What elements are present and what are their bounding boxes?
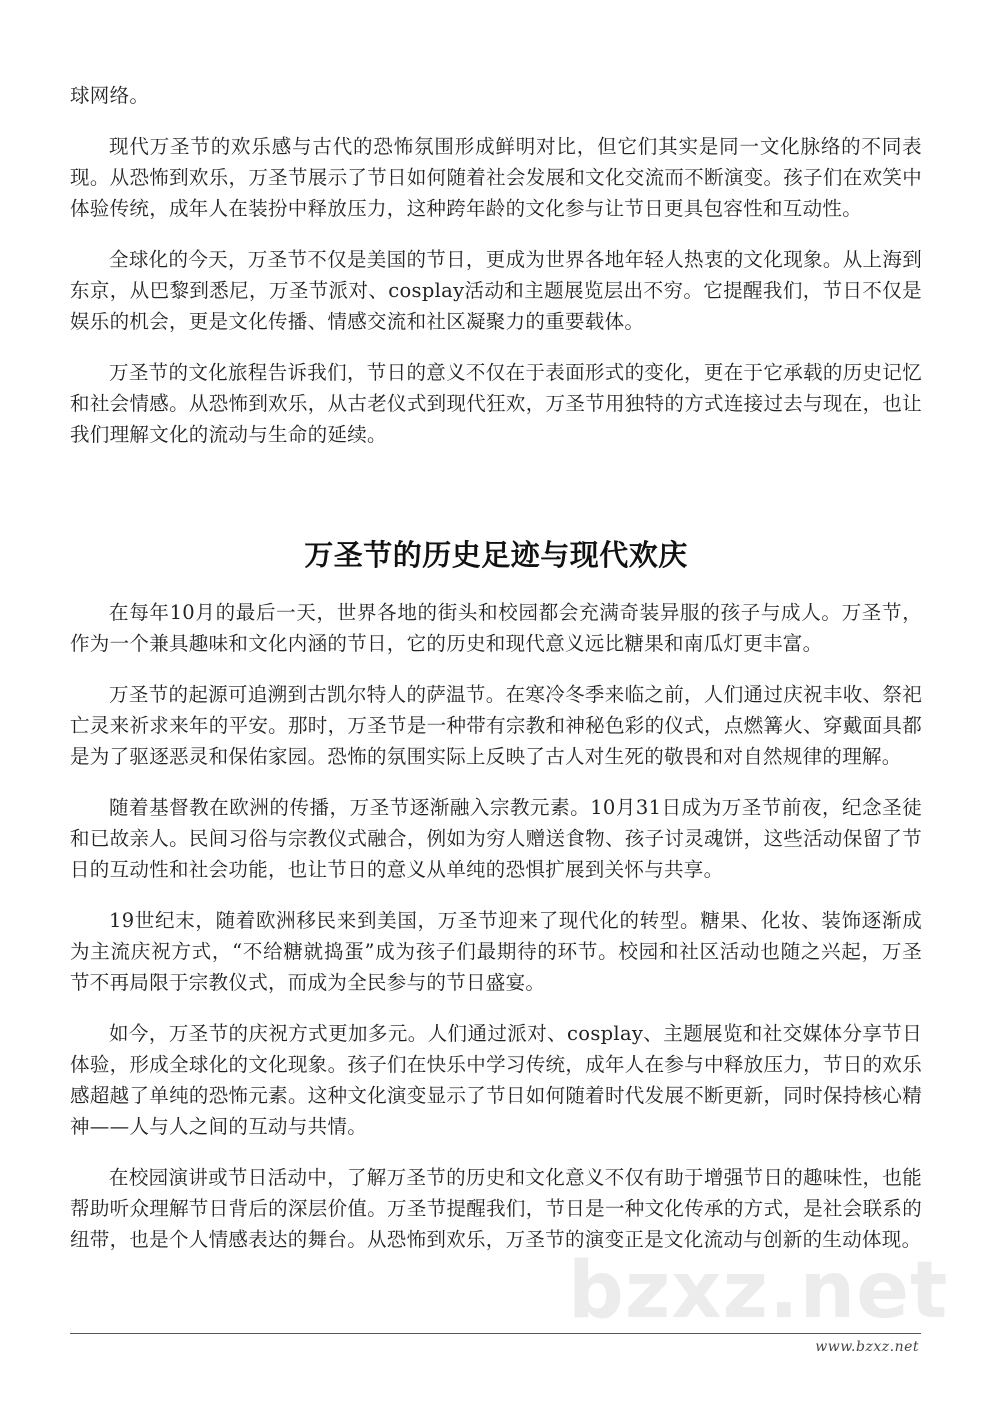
article-title: 万圣节的历史足迹与现代欢庆	[304, 538, 688, 572]
paragraph: 在每年10月的最后一天，世界各地的街头和校园都会充满奇装异服的孩子与成人。万圣节，作为一个兼具趣味和文化内涵的节日，它的历史和现代意义远比糖果和南瓜灯更丰富。	[70, 601, 922, 655]
footer-divider	[70, 1333, 921, 1334]
paragraph: 万圣节的起源可追溯到古凯尔特人的萨温节。在寒冷冬季来临之前，人们通过庆祝丰收、祭祀亡灵来祈求来年的平安。那时，万圣节是一种带有宗教和神秘色彩的仪式，点燃篝火、穿戴面具都是为了驱逐恶灵和保佑家园。恐怖的氛围实际上反映了古人对生死的敬畏和对自然规律的理解。	[70, 683, 922, 768]
paragraph: 如今，万圣节的庆祝方式更加多元。人们通过派对、cosplay、主题展览和社交媒体分享节日体验，形成全球化的文化现象。孩子们在快乐中学习传统，成年人在参与中释放压力，节日的欢乐感超越了单纯的恐怖元素。这种文化演变显示了节日如何随着时代发展不断更新，同时保持核心精神——人与人之间的互动与共情。	[70, 1022, 922, 1138]
paragraph: 球网络。	[70, 84, 150, 107]
paragraph: 现代万圣节的欢乐感与古代的恐怖氛围形成鲜明对比，但它们其实是同一文化脉络的不同表现。从恐怖到欢乐，万圣节展示了节日如何随着社会发展和文化交流而不断演变。孩子们在欢笑中体验传统，成年人在装扮中释放压力，这种跨年龄的文化参与让节日更具包容性和互动性。	[70, 135, 922, 220]
watermark-logo: bzxz.net	[568, 1246, 949, 1336]
paragraph: 在校园演讲或节日活动中，了解万圣节的历史和文化意义不仅有助于增强节日的趣味性，也能帮助听众理解节日背后的深层价值。万圣节提醒我们，节日是一种文化传承的方式，是社会联系的纽带，也是个人情感表达的舞台。从恐怖到欢乐，万圣节的演变正是文化流动与创新的生动体现。	[70, 1166, 922, 1251]
paragraph: 19世纪末，随着欧洲移民来到美国，万圣节迎来了现代化的转型。糖果、化妆、装饰逐渐成为主流庆祝方式，“不给糖就捣蛋”成为孩子们最期待的环节。校园和社区活动也随之兴起，万圣节不再局限于宗教仪式，而成为全民参与的节日盛宴。	[70, 909, 922, 994]
paragraph: 万圣节的文化旅程告诉我们，节日的意义不仅在于表面形式的变化，更在于它承载的历史记忆和社会情感。从恐怖到欢乐，从古老仪式到现代狂欢，万圣节用独特的方式连接过去与现在，也让我们理解文化的流动与生命的延续。	[70, 361, 922, 446]
paragraph: 随着基督教在欧洲的传播，万圣节逐渐融入宗教元素。10月31日成为万圣节前夜，纪念圣徒和已故亲人。民间习俗与宗教仪式融合，例如为穷人赠送食物、孩子讨灵魂饼，这些活动保留了节日的互动性和社会功能，也让节日的意义从单纯的恐惧扩展到关怀与共享。	[70, 796, 922, 881]
article-body	[70, 597, 922, 1255]
section-continued-text	[70, 80, 922, 450]
footer-url: www.bzxz.net	[815, 1339, 919, 1355]
paragraph: 全球化的今天，万圣节不仅是美国的节日，更成为世界各地年轻人热衷的文化现象。从上海到东京，从巴黎到悉尼，万圣节派对、cosplay活动和主题展览层出不穷。它提醒我们，节日不仅是娱乐的机会，更是文化传播、情感交流和社区凝聚力的重要载体。	[70, 248, 922, 333]
